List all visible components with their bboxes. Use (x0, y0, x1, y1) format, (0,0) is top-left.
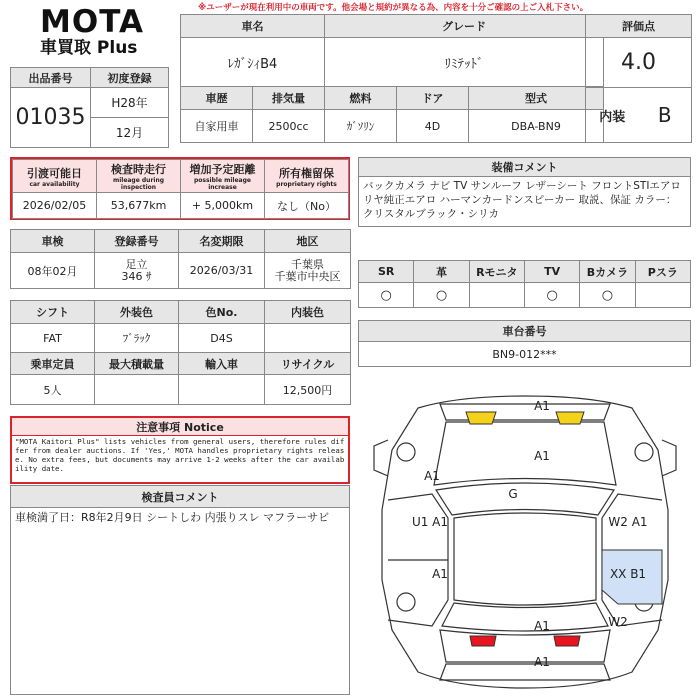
increase-sub: possible mileage increase (194, 177, 251, 191)
listing-no-value: 01035 (11, 88, 91, 148)
registration-table (10, 229, 351, 289)
rights-label: 所有権留保 (279, 166, 334, 180)
first-reg-label: 初度登録 (91, 68, 169, 88)
option-label-tv: TV (524, 261, 579, 283)
region-line1: 千葉県 (291, 257, 324, 271)
option-label-power-slide: Pスラ (635, 261, 690, 283)
handover-increase-header (181, 160, 265, 193)
inspection-label: 車検 (11, 230, 95, 253)
rear-left-light-highlight (470, 636, 496, 646)
capacity-value: 5人 (11, 375, 95, 405)
options-table (358, 260, 691, 308)
option-mark-sunroof: ○ (359, 283, 414, 308)
caution-title: 注意事項 Notice (12, 418, 348, 436)
mileage-sub: mileage during inspection (112, 177, 165, 191)
handover-availability-header (13, 160, 97, 193)
label-left-rear-door: A1 (432, 567, 448, 581)
rename-deadline-label: 名変期限 (179, 230, 265, 253)
logo-subtitle: 車買取 Plus (40, 38, 138, 58)
car-damage-diagram (358, 390, 692, 696)
history-label: 車歴 (181, 87, 253, 110)
listing-table (10, 67, 169, 148)
door-label: ドア (397, 87, 469, 110)
option-label-leather: 革 (414, 261, 469, 283)
label-trunk: A1 (534, 619, 550, 633)
left-mirror-outline (374, 440, 388, 476)
label-left-front-fender: A1 (424, 469, 440, 483)
mileage-value: 53,677km (97, 193, 181, 219)
mileage-label: 検査時走行 (111, 163, 166, 176)
wheel-rear-left (397, 593, 415, 611)
inspector-text: 車検満了日：R8年2月9日 シートしわ 内張りスレ マフラーサビ (15, 511, 330, 524)
shift-label: シフト (11, 301, 95, 324)
option-mark-power-slide (635, 283, 690, 308)
label-right-rear-door: XX B1 (609, 567, 647, 581)
handover-mileage-header (97, 160, 181, 193)
rear-window-outline (442, 603, 608, 631)
fuel-label: 燃料 (325, 87, 397, 110)
option-mark-leather: ○ (414, 283, 469, 308)
availability-value: 2026/02/05 (13, 193, 97, 219)
shift-value: FAT (11, 324, 95, 353)
car-name-value: ﾚｶﾞｼｨB4 (181, 38, 325, 87)
label-rear-bumper: A1 (534, 655, 550, 669)
handover-panel (10, 157, 350, 220)
color-no-value: D4S (179, 324, 265, 353)
capacity-label: 乗車定員 (11, 353, 95, 375)
caution-text: "MOTA Kaitori Plus" lists vehicles from general users, therefore rules differ from dealer auctions. If 'Yes,' MOTA handles proprietary rights release. No extra fees, but documents may arrive 1-2 weeks after the car availability date. (15, 437, 345, 473)
trunk-outline (440, 630, 610, 662)
wheel-front-left (397, 443, 415, 461)
exterior-color-value: ﾌﾞﾗｯｸ (95, 324, 179, 353)
front-left-light-highlight (466, 412, 496, 424)
score-label: 評価点 (586, 15, 692, 38)
grade-value: ﾘﾐﾃｯﾄﾞ (325, 38, 604, 87)
label-right-rear-fender: W2 (608, 615, 628, 629)
availability-sub: car availability (29, 180, 80, 188)
plate-line2: 346 ｻ (121, 269, 152, 283)
rights-value: なし（No） (265, 193, 349, 219)
fuel-value: ｶﾞｿﾘﾝ (325, 110, 397, 143)
option-mark-back-camera: ○ (580, 283, 635, 308)
interior-grade-value: B (639, 88, 692, 143)
equipment-panel (358, 157, 691, 227)
door-value: 4D (397, 110, 469, 143)
interior-color-value (265, 324, 351, 353)
option-label-sunroof: SR (359, 261, 414, 283)
right-mirror-outline (662, 440, 676, 476)
chassis-value: BN9-012*** (492, 347, 557, 361)
interior-grade-label: 内装 (586, 88, 639, 143)
recycle-value: 12,500円 (265, 375, 351, 405)
inspector-title: 検査員コメント (11, 486, 349, 508)
region-line2: 千葉市中央区 (274, 269, 341, 283)
wheel-front-right (635, 443, 653, 461)
region-label: 地区 (265, 230, 351, 253)
label-windshield: G (508, 487, 518, 501)
handover-table (12, 159, 349, 219)
inspector-panel (10, 485, 350, 695)
label-hood: A1 (534, 449, 550, 463)
option-mark-rear-monitor (469, 283, 524, 308)
logo-text: MOTA (40, 4, 144, 40)
label-left-front-door: U1 A1 (411, 515, 449, 529)
label-right-front-door: W2 A1 (608, 515, 648, 529)
body-outline (382, 396, 668, 688)
region-value (265, 253, 351, 289)
displacement-label: 排気量 (253, 87, 325, 110)
color-no-label: 色No. (179, 301, 265, 324)
increase-label: 増加予定距離 (189, 163, 256, 176)
model-value: DBA-BN9 (469, 110, 604, 143)
chassis-panel (358, 320, 691, 367)
equipment-text: バックカメラ ナビ TV サンルーフ レザーシート フロントSTIエアロ リヤ純正エアロ ハーマンカードンスピーカー 取説、保証 カラー：クリスタルブラック・シリカ (363, 180, 681, 220)
score-table (585, 14, 692, 143)
rear-bumper-outline (440, 664, 610, 680)
option-label-back-camera: Bカメラ (580, 261, 635, 283)
label-front-bumper: A1 (534, 399, 550, 413)
rear-right-light-highlight (554, 636, 580, 646)
first-reg-month: 12月 (91, 118, 169, 148)
car-name-label: 車名 (181, 15, 325, 38)
recycle-label: リサイクル (265, 353, 351, 375)
model-label: 型式 (469, 87, 604, 110)
vehicle-table (180, 14, 604, 143)
max-load-value (95, 375, 179, 405)
handover-rights-header (265, 160, 349, 193)
plate-line1: 足立 (125, 257, 148, 271)
import-value (179, 375, 265, 405)
increase-value: + 5,000km (181, 193, 265, 219)
inspection-value: 08年02月 (11, 253, 95, 289)
top-notice: ※ユーザーが現在利用中の車両です。他会場と規約が異なる為、内容を十分ご確認の上ご入札下さい。 (198, 3, 589, 13)
option-mark-tv: ○ (524, 283, 579, 308)
exterior-color-label: 外装色 (95, 301, 179, 324)
caution-panel (10, 416, 350, 484)
hood-outline (434, 422, 616, 485)
specs-table (10, 300, 351, 405)
roof-outline (454, 513, 596, 605)
displacement-value: 2500cc (253, 110, 325, 143)
rights-sub: proprietary rights (276, 180, 337, 188)
listing-no-label: 出品番号 (11, 68, 91, 88)
grade-label: グレード (325, 15, 604, 38)
plate-label: 登録番号 (95, 230, 179, 253)
plate-value (95, 253, 179, 289)
availability-label: 引渡可能日 (27, 166, 82, 180)
import-label: 輸入車 (179, 353, 265, 375)
front-right-light-highlight (556, 412, 584, 424)
interior-color-label: 内装色 (265, 301, 351, 324)
equipment-title: 装備コメント (359, 158, 690, 177)
rename-deadline-value: 2026/03/31 (179, 253, 265, 289)
mota-logo (40, 6, 150, 58)
score-value: 4.0 (586, 38, 692, 88)
chassis-label: 車台番号 (359, 321, 690, 342)
max-load-label: 最大積載量 (95, 353, 179, 375)
option-label-rear-monitor: Rモニタ (469, 261, 524, 283)
history-value: 自家用車 (181, 110, 253, 143)
first-reg-year: H28年 (91, 88, 169, 118)
windshield-outline (436, 483, 614, 515)
